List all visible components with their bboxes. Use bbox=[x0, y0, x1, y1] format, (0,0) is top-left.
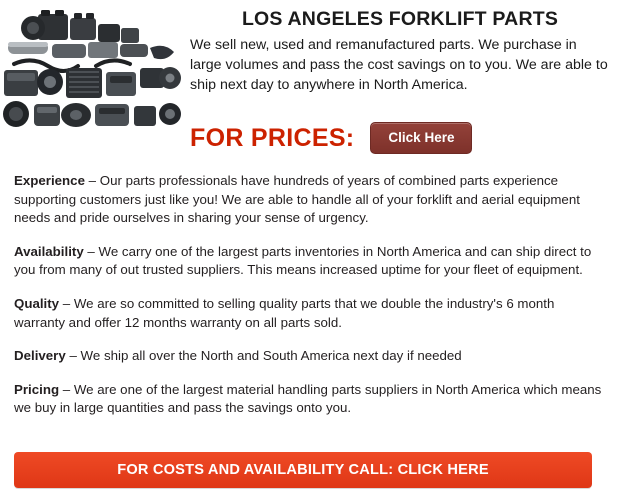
price-cta-row bbox=[190, 122, 610, 154]
section-term-quality: Quality bbox=[14, 296, 60, 312]
section-quality bbox=[14, 295, 606, 332]
section-dash-delivery: – bbox=[65, 348, 81, 364]
section-availability bbox=[14, 243, 606, 280]
section-term-availability: Availability bbox=[14, 243, 84, 259]
section-text-availability: We carry one of the largest parts inventories in North America and can ship direct to you from many of out trusted suppliers. This means increased uptime for your fleet of equipment. bbox=[14, 243, 592, 278]
section-dash-experience: – bbox=[84, 173, 100, 188]
section-text-quality: We are so committed to selling quality parts that we double the industry's 6 month warranty and offer 12 months warranty on all parts sold. bbox=[14, 296, 555, 330]
section-dash-availability: – bbox=[83, 243, 99, 259]
section-term-experience: Experience bbox=[14, 173, 85, 188]
section-term-delivery: Delivery bbox=[14, 348, 66, 364]
section-text-delivery: We ship all over the North and South America next day if needed bbox=[80, 348, 462, 364]
section-delivery bbox=[14, 347, 606, 366]
section-text-pricing: We are one of the largest material handling parts suppliers in North America which means we buy in large quantities and pass the savings onto you. bbox=[14, 381, 602, 416]
section-dash-quality: – bbox=[59, 296, 74, 312]
hero-text-block bbox=[190, 8, 610, 95]
section-experience bbox=[14, 172, 606, 228]
section-term-pricing: Pricing bbox=[14, 381, 60, 397]
hero-description: We sell new, used and remanufactured parts. We purchase in large volumes and pass the cost savings on to you. We are able to ship next day to anywhere in North America. bbox=[190, 37, 608, 93]
forklift-parts-photo bbox=[0, 8, 186, 136]
section-text-experience: Our parts professionals have hundreds of years of combined parts experience supporting customers just like you! We are able to handle all of your forklift and aerial equipment needs and pride ourselves in sharing your sense of urgency. bbox=[14, 173, 580, 226]
content-sections bbox=[14, 172, 606, 433]
section-dash-pricing: – bbox=[59, 381, 74, 397]
section-pricing bbox=[14, 381, 606, 418]
for-prices-label: FOR PRICES: bbox=[190, 123, 355, 152]
hero-section bbox=[0, 0, 619, 160]
page-title: LOS ANGELES FORKLIFT PARTS bbox=[241, 8, 559, 30]
click-here-button[interactable]: Click Here bbox=[370, 122, 472, 154]
footer-cta-button[interactable]: FOR COSTS AND AVAILABILITY CALL: CLICK HERE bbox=[14, 452, 592, 488]
